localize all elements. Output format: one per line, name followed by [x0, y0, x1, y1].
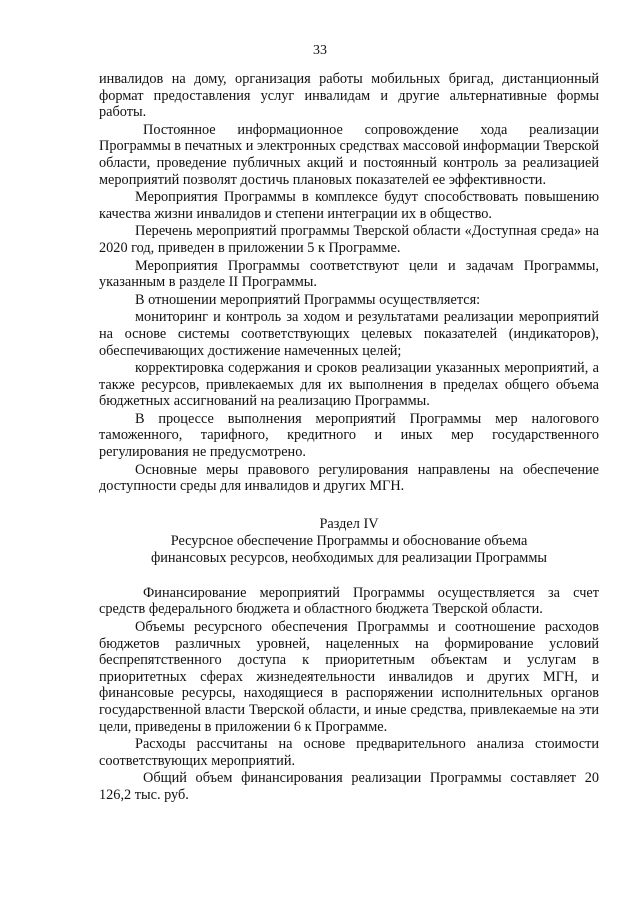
paragraph: Расходы рассчитаны на основе предварительного анализа стоимости соответствующих мероприятий. — [99, 736, 599, 769]
document-body — [99, 71, 599, 805]
paragraph: Мероприятия Программы соответствуют цели и задачам Программы, указанным в разделе II Программы. — [99, 257, 599, 291]
section-label: Раздел IV — [319, 515, 379, 532]
page-number: 33 — [313, 43, 327, 58]
section-heading — [99, 516, 599, 567]
paragraph: инвалидов на дому, организация работы мобильных бригад, дистанционный формат предоставления услуг инвалидам и другие альтернативные формы работы. — [99, 71, 599, 121]
paragraph: В процессе выполнения мероприятий Программы мер налогового таможенного, тарифного, кредитного и иных мер государственного регулирования не предусмотрено. — [99, 410, 599, 461]
section-title-line2: финансовых ресурсов, необходимых для реализации Программы — [150, 549, 548, 566]
paragraph: Объемы ресурсного обеспечения Программы и соотношение расходов бюджетов различных уровней, нацеленных на формирование условий беспрепятственного доступа к приоритетным объектам и услугам в приоритетных сферах жизнедеятельности инвалидов и других МГН, и финансовые ресурсы, находящиеся в распоряжении исполнительных органов государственной власти Тверской области, и иные средства, привлекаемые на эти цели, приведены в приложении 6 к Программе. — [99, 619, 599, 735]
section-title-line1: Ресурсное обеспечение Программы и обоснование объема — [170, 532, 528, 549]
paragraph: Финансирование мероприятий Программы осуществляется за счет средств федерального бюджета и областного бюджета Тверской области. — [99, 584, 599, 618]
paragraph: мониторинг и контроль за ходом и результатами реализации мероприятий на основе системы соответствующих целевых показателей (индикаторов), обеспечивающих достижение намеченных целей; — [99, 309, 599, 359]
paragraph: Общий объем финансирования реализации Программы составляет 20 126,2 тыс. руб. — [99, 770, 599, 803]
paragraph: Постоянное информационное сопровождение хода реализации Программы в печатных и электронных средствах массовой информации Тверской области, проведение публичных акций и постоянный контроль за реализацией мероприятий позволят достичь плановых показателей ее эффективности. — [99, 121, 599, 188]
paragraph: Основные меры правового регулирования направлены на обеспечение доступности среды для инвалидов и других МГН. — [99, 461, 599, 495]
paragraph: Перечень мероприятий программы Тверской области «Доступная среда» на 2020 год, приведен в приложении 5 к Программе. — [99, 223, 599, 256]
paragraph: Мероприятия Программы в комплексе будут способствовать повышению качества жизни инвалидов и степени интеграции их в общество. — [99, 189, 599, 222]
paragraph: В отношении мероприятий Программы осуществляется: — [135, 291, 481, 308]
paragraph: корректировка содержания и сроков реализации указанных мероприятий, а также ресурсов, привлекаемых для их выполнения в пределах общего объема бюджетных ассигнований на реализацию Программы. — [99, 360, 599, 410]
